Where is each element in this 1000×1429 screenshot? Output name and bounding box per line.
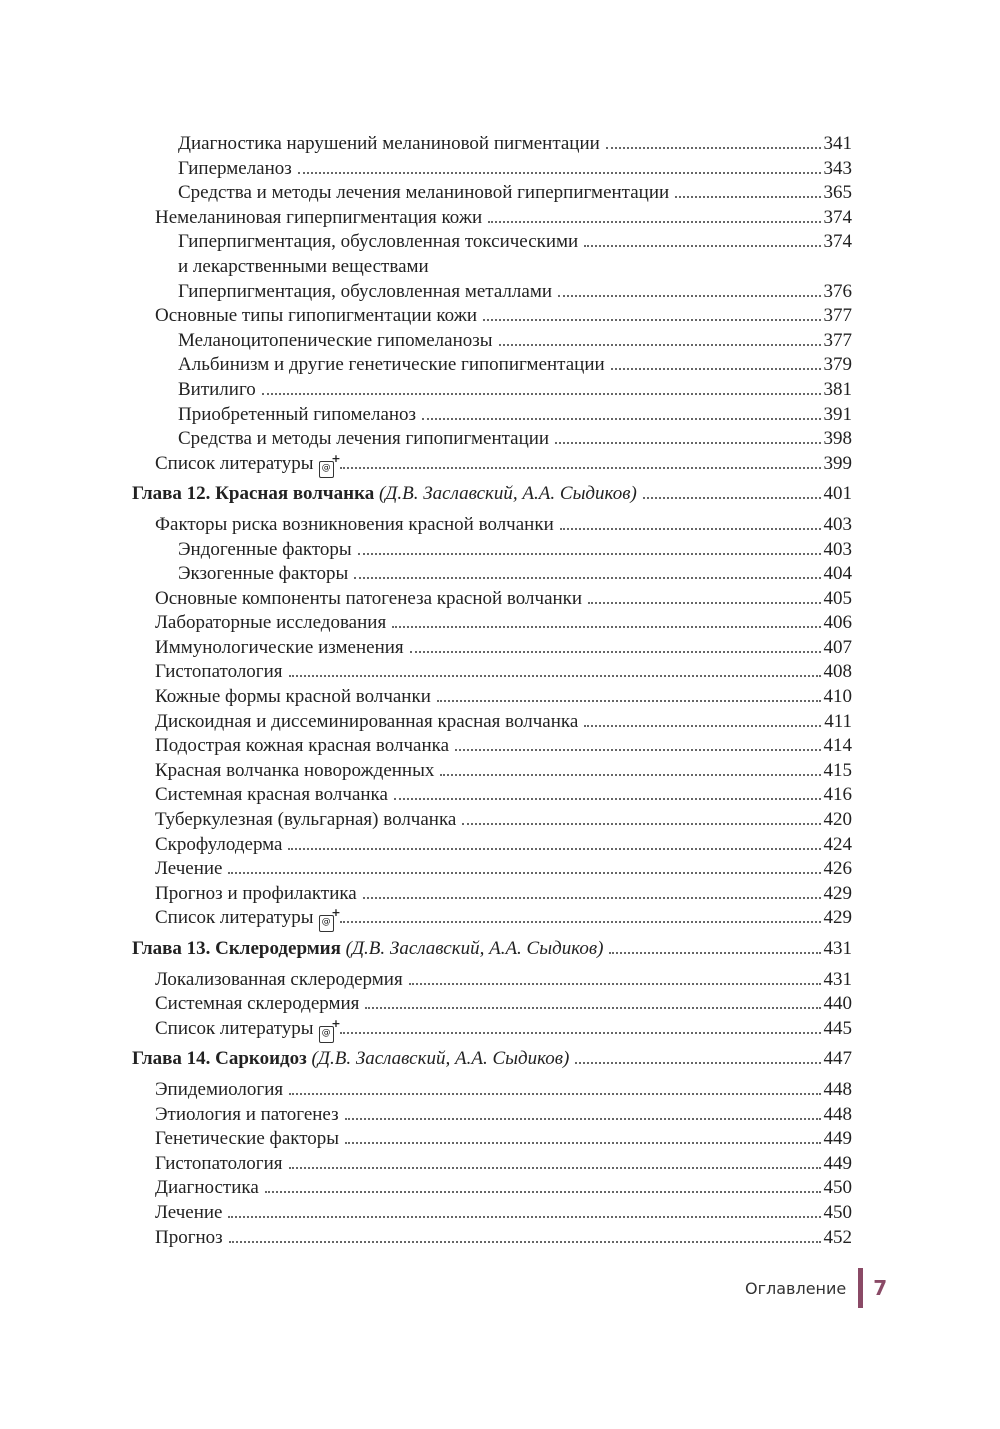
toc-entry-title: Альбинизм и другие генетические гипопигментации bbox=[178, 354, 605, 376]
toc-page-number: 450 bbox=[823, 1177, 852, 1199]
toc-page-number: 377 bbox=[823, 305, 852, 327]
dot-leader bbox=[228, 1216, 820, 1218]
toc-entry[interactable] bbox=[132, 710, 852, 735]
toc-page-number: 365 bbox=[823, 182, 852, 204]
toc-entry-title: Лечение bbox=[155, 858, 223, 880]
dot-leader bbox=[265, 1191, 821, 1193]
toc-page-number: 426 bbox=[823, 858, 852, 880]
dot-leader bbox=[340, 921, 821, 923]
toc-entry-title: Туберкулезная (вульгарная) волчанка bbox=[155, 809, 457, 831]
toc-page-number: 406 bbox=[823, 612, 852, 634]
dot-leader bbox=[340, 1032, 821, 1034]
toc-entry[interactable] bbox=[132, 230, 852, 279]
running-footer-section: Оглавление bbox=[745, 1278, 847, 1298]
toc-page-number: 448 bbox=[823, 1103, 852, 1125]
dot-leader bbox=[606, 147, 821, 149]
toc-entry-title: Красная волчанка новорожденных bbox=[155, 759, 435, 781]
dot-leader bbox=[455, 749, 820, 751]
toc-entry[interactable] bbox=[132, 808, 852, 833]
toc-entry-title: Кожные формы красной волчанки bbox=[155, 686, 431, 708]
chapter-title: Глава 14. Саркоидоз bbox=[132, 1048, 307, 1070]
toc-entry-title bbox=[132, 1047, 569, 1072]
toc-entry[interactable] bbox=[132, 1226, 852, 1251]
dot-leader bbox=[488, 221, 820, 223]
toc-entry[interactable] bbox=[132, 611, 852, 636]
toc-entry[interactable] bbox=[132, 329, 852, 354]
toc-entry-title: Генетические факторы bbox=[155, 1128, 340, 1150]
toc-page-number: 343 bbox=[823, 157, 852, 179]
toc-entry-title: Системная красная волчанка bbox=[155, 784, 388, 806]
toc-entry-title: Средства и методы лечения гипопигментации bbox=[178, 428, 550, 450]
toc-page-number: 399 bbox=[823, 452, 852, 474]
toc-page-number: 449 bbox=[823, 1128, 852, 1150]
toc-page-number: 407 bbox=[823, 636, 852, 658]
toc-page-number: 374 bbox=[823, 231, 852, 253]
toc-page-number: 398 bbox=[823, 428, 852, 450]
dot-leader bbox=[262, 393, 821, 395]
toc-entry[interactable] bbox=[132, 1078, 852, 1103]
toc-entry[interactable] bbox=[132, 636, 852, 661]
toc-entry[interactable] bbox=[132, 1017, 852, 1042]
toc-entry-title: Меланоцитопенические гипомеланозы bbox=[178, 329, 493, 351]
toc-entry-title: Прогноз и профилактика bbox=[155, 882, 357, 904]
toc-entry-title: Локализованная склеродермия bbox=[155, 968, 403, 990]
toc-entry[interactable] bbox=[132, 882, 852, 907]
dot-leader bbox=[345, 1142, 820, 1144]
toc-entry-title: Немеланиновая гиперпигментация кожи bbox=[155, 206, 483, 228]
dot-leader bbox=[340, 467, 821, 469]
dot-leader bbox=[289, 675, 821, 677]
dot-leader bbox=[229, 1241, 821, 1243]
toc-entry[interactable] bbox=[132, 685, 852, 710]
footer-divider bbox=[858, 1268, 863, 1308]
toc-page-number: 424 bbox=[823, 833, 852, 855]
dot-leader bbox=[228, 872, 820, 874]
toc-entry-title: Список литературы bbox=[155, 907, 314, 929]
toc-entry[interactable] bbox=[132, 968, 852, 993]
toc-entry-title: Диагностика bbox=[155, 1177, 259, 1199]
dot-leader bbox=[584, 245, 820, 247]
toc-entry-title-line: и лекарственными веществами bbox=[178, 255, 429, 277]
toc-entry-title: Экзогенные факторы bbox=[178, 563, 349, 585]
toc-page-number: 420 bbox=[823, 809, 852, 831]
toc-entry[interactable] bbox=[132, 759, 852, 784]
toc-entry-title: Системная склеродермия bbox=[155, 993, 360, 1015]
toc-entry[interactable] bbox=[132, 181, 852, 206]
dot-leader bbox=[298, 172, 821, 174]
dot-leader bbox=[483, 319, 820, 321]
toc-entry[interactable] bbox=[132, 1103, 852, 1128]
toc-entry[interactable] bbox=[132, 378, 852, 403]
dot-leader bbox=[560, 528, 821, 530]
toc-entry[interactable] bbox=[132, 538, 852, 563]
toc-entry[interactable] bbox=[132, 833, 852, 858]
toc-page-number: 408 bbox=[823, 661, 852, 683]
table-of-contents bbox=[132, 132, 852, 1250]
toc-entry[interactable] bbox=[132, 783, 852, 808]
toc-entry[interactable] bbox=[132, 906, 852, 931]
toc-entry-title: Средства и методы лечения меланиновой гиперпигментации bbox=[178, 182, 670, 204]
toc-page-number: 414 bbox=[823, 735, 852, 757]
toc-entry-title: Гистопатология bbox=[155, 1152, 283, 1174]
toc-entry-title-line: Гиперпигментация, обусловленная токсическими bbox=[178, 231, 579, 253]
toc-page-number: 440 bbox=[823, 993, 852, 1015]
dot-leader bbox=[288, 848, 820, 850]
dot-leader bbox=[358, 553, 821, 555]
toc-page-number: 403 bbox=[823, 513, 852, 535]
dot-leader bbox=[575, 1062, 820, 1064]
toc-entry[interactable] bbox=[132, 587, 852, 612]
toc-page-number: 431 bbox=[823, 938, 852, 959]
toc-page-number: 410 bbox=[823, 686, 852, 708]
toc-entry[interactable] bbox=[132, 206, 852, 231]
toc-page-number: 415 bbox=[823, 759, 852, 781]
toc-entry-title: Диагностика нарушений меланиновой пигментации bbox=[178, 133, 600, 154]
toc-entry[interactable] bbox=[132, 403, 852, 428]
toc-entry-title: Список литературы bbox=[155, 1017, 314, 1039]
dot-leader bbox=[611, 368, 821, 370]
toc-entry-title: Приобретенный гипомеланоз bbox=[178, 403, 417, 425]
toc-entry-title: Лабораторные исследования bbox=[155, 612, 387, 634]
toc-page-number: 404 bbox=[823, 563, 852, 585]
toc-entry-title bbox=[132, 937, 603, 962]
toc-entry-title: Гипермеланоз bbox=[178, 157, 292, 179]
toc-entry-title: Дискоидная и диссеминированная красная волчанка bbox=[155, 710, 579, 732]
dot-leader bbox=[289, 1093, 820, 1095]
toc-page-number: 411 bbox=[824, 710, 852, 732]
toc-chapter-entry[interactable] bbox=[132, 937, 852, 962]
toc-page-number: 381 bbox=[823, 378, 852, 400]
toc-entry[interactable] bbox=[132, 280, 852, 305]
toc-chapter-entry[interactable] bbox=[132, 1047, 852, 1072]
toc-page-number: 448 bbox=[823, 1078, 852, 1100]
chapter-authors: (Д.В. Заславский, А.А. Сыдиков) bbox=[311, 1048, 570, 1070]
dot-leader bbox=[499, 344, 821, 346]
toc-page-number: 391 bbox=[823, 403, 852, 425]
toc-entry[interactable] bbox=[132, 132, 852, 157]
toc-entry[interactable] bbox=[132, 1176, 852, 1201]
toc-page-number: 445 bbox=[823, 1017, 852, 1039]
dot-leader bbox=[410, 651, 821, 653]
toc-entry[interactable] bbox=[132, 1201, 852, 1226]
chapter-title: Глава 12. Красная волчанка bbox=[132, 483, 375, 505]
toc-entry-title: Скрофулодерма bbox=[155, 833, 283, 855]
toc-entry-title: Витилиго bbox=[178, 378, 256, 400]
toc-page-number: 429 bbox=[823, 882, 852, 904]
toc-entry-title: Этиология и патогенез bbox=[155, 1103, 339, 1125]
toc-entry[interactable] bbox=[132, 562, 852, 587]
toc-page-number: 377 bbox=[823, 329, 852, 351]
dot-leader bbox=[409, 983, 821, 985]
toc-page-number: 403 bbox=[823, 538, 852, 560]
page-footer bbox=[745, 1268, 887, 1308]
toc-entry[interactable] bbox=[132, 513, 852, 538]
toc-page-number: 447 bbox=[823, 1048, 852, 1070]
toc-entry[interactable] bbox=[132, 427, 852, 452]
toc-entry-title: Список литературы bbox=[155, 452, 314, 474]
toc-entry-title bbox=[132, 482, 637, 507]
toc-entry[interactable] bbox=[132, 304, 852, 329]
dot-leader bbox=[363, 897, 821, 899]
toc-entry-title: Лечение bbox=[155, 1201, 223, 1223]
toc-entry[interactable] bbox=[132, 857, 852, 882]
toc-entry-title: Эпидемиология bbox=[155, 1078, 284, 1100]
online-resource-icon: @ + bbox=[319, 1026, 334, 1043]
online-resource-icon: @ + bbox=[319, 915, 334, 932]
toc-entry-title: Эндогенные факторы bbox=[178, 538, 352, 560]
toc-entry[interactable] bbox=[132, 734, 852, 759]
dot-leader bbox=[422, 418, 820, 420]
toc-entry[interactable] bbox=[132, 452, 852, 477]
toc-page-number: 429 bbox=[823, 907, 852, 929]
page-number: 7 bbox=[873, 1276, 888, 1300]
dot-leader bbox=[675, 196, 820, 198]
toc-page-number: 452 bbox=[823, 1226, 852, 1248]
dot-leader bbox=[643, 497, 821, 499]
toc-entry[interactable] bbox=[132, 660, 852, 685]
dot-leader bbox=[555, 442, 820, 444]
chapter-authors: (Д.В. Заславский, А.А. Сыдиков) bbox=[345, 938, 604, 959]
dot-leader bbox=[345, 1118, 821, 1120]
toc-entry-title: Иммунологические изменения bbox=[155, 636, 404, 658]
dot-leader bbox=[462, 823, 820, 825]
dot-leader bbox=[289, 1167, 821, 1169]
dot-leader bbox=[392, 626, 820, 628]
toc-entry[interactable] bbox=[132, 992, 852, 1017]
dot-leader bbox=[365, 1007, 820, 1009]
chapter-title: Глава 13. Склеродермия bbox=[132, 938, 341, 959]
toc-page-number: 405 bbox=[823, 587, 852, 609]
dot-leader bbox=[394, 798, 821, 800]
toc-entry-title: Основные типы гипопигментации кожи bbox=[155, 305, 478, 327]
toc-page-number: 431 bbox=[823, 968, 852, 990]
toc-entry[interactable] bbox=[132, 1127, 852, 1152]
toc-entry[interactable] bbox=[132, 353, 852, 378]
toc-page-number: 341 bbox=[823, 133, 852, 154]
dot-leader bbox=[354, 577, 820, 579]
online-resource-icon: @ + bbox=[319, 461, 334, 478]
toc-page-number: 416 bbox=[823, 784, 852, 806]
dot-leader bbox=[558, 295, 820, 297]
chapter-authors: (Д.В. Заславский, А.А. Сыдиков) bbox=[378, 483, 637, 505]
toc-entry-title: Подострая кожная красная волчанка bbox=[155, 735, 450, 757]
toc-page-number: 374 bbox=[823, 206, 852, 228]
toc-entry-title: Факторы риска возникновения красной волчанки bbox=[155, 513, 554, 535]
toc-entry-title: Гиперпигментация, обусловленная металлами bbox=[178, 280, 553, 302]
toc-page-number: 450 bbox=[823, 1201, 852, 1223]
toc-entry-title bbox=[178, 230, 578, 279]
dot-leader bbox=[437, 700, 821, 702]
dot-leader bbox=[609, 952, 820, 954]
dot-leader bbox=[440, 774, 820, 776]
toc-page-number: 376 bbox=[823, 280, 852, 302]
toc-page-number: 449 bbox=[823, 1152, 852, 1174]
toc-page-number: 379 bbox=[823, 354, 852, 376]
toc-entry-title: Основные компоненты патогенеза красной волчанки bbox=[155, 587, 583, 609]
dot-leader bbox=[584, 725, 821, 727]
toc-entry-title: Гистопатология bbox=[155, 661, 283, 683]
dot-leader bbox=[588, 602, 820, 604]
toc-entry[interactable] bbox=[132, 1152, 852, 1177]
toc-chapter-entry[interactable] bbox=[132, 482, 852, 507]
toc-entry[interactable] bbox=[132, 157, 852, 182]
toc-entry-title: Прогноз bbox=[155, 1226, 223, 1248]
toc-page-number: 401 bbox=[823, 483, 852, 505]
